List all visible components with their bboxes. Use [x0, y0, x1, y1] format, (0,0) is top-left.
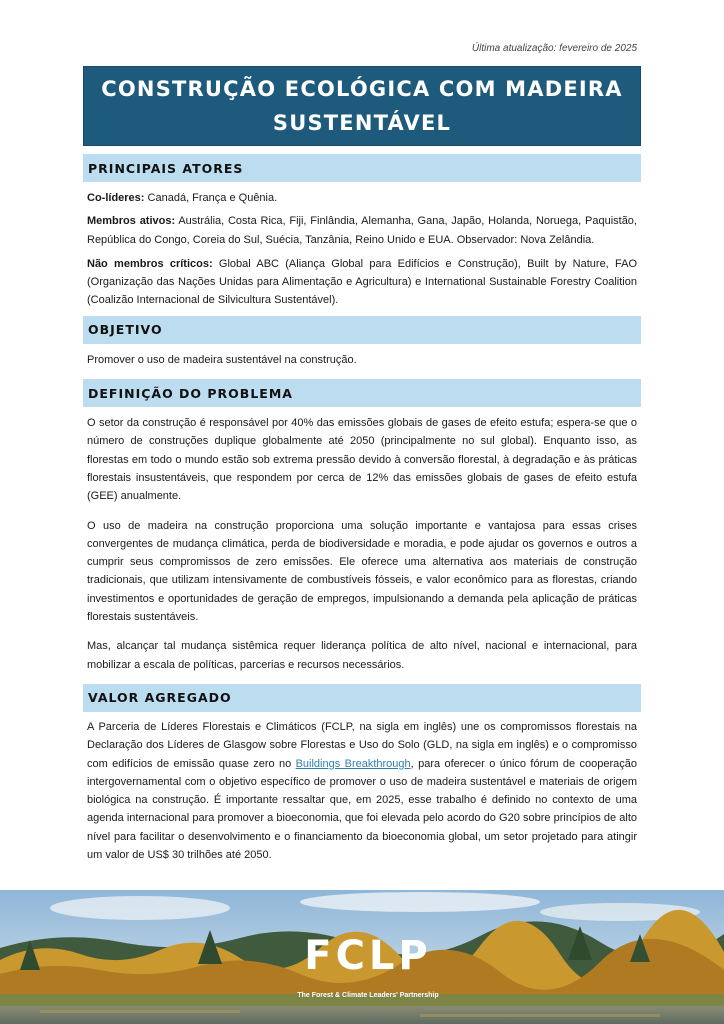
- text-nao-membros: Global ABC (Aliança Global para Edifícios e Construção), Built by Nature, FAO (Organização das Nações Unidas para Alimentação e Agricultura) e International Sustainable Forestry Coalition (Coalizão Internacional de Silvicultura Sustentável).: [87, 257, 638, 307]
- paragraph-nao-membros: [83, 255, 641, 310]
- label-co-lideres: Co-líderes:: [87, 192, 145, 204]
- page-title-line-1: CONSTRUÇÃO ECOLÓGICA COM MADEIRA: [101, 77, 623, 101]
- section-heading-objetivo: OBJETIVO: [83, 316, 641, 344]
- text-membros-ativos: Austrália, Costa Rica, Fiji, Finlândia, Alemanha, Gana, Japão, Holanda, Noruega, Paquistão, República do Congo, Coreia do Sul, Suécia, Tanzânia, Reino Unido e EUA. Observador: Nova Zelândia.: [87, 215, 637, 246]
- fclp-logo: [288, 933, 448, 999]
- last-update-date: Última atualização: fevereiro de 2025: [471, 43, 637, 54]
- paragraph-membros-ativos: [83, 212, 641, 249]
- section-heading-definicao-problema: DEFINIÇÃO DO PROBLEMA: [83, 379, 641, 407]
- section-heading-principais-atores: PRINCIPAIS ATORES: [83, 154, 641, 182]
- text-co-lideres: Canadá, França e Quênia.: [147, 192, 278, 204]
- paragraph-problema-2: O uso de madeira na construção proporciona uma solução importante e vantajosa para essas crises convergentes de mudança climática, perda de biodiversidade e moradia, e pode ajudar os governos e outros a cumprir seus compromissos de zero emissões. Ele oferece uma alternativa aos materiais de construção tradicionais, que utilizam intensivamente de combustíveis fósseis, e valor econômico para as florestas, criando investimentos e oportunidades de geração de empregos, impulsionando a demanda pela aplicação de práticas florestais sustentáveis.: [87, 519, 637, 624]
- label-membros-ativos: Membros ativos:: [87, 215, 176, 228]
- paragraph-valor-agregado: [83, 718, 641, 864]
- page-title-line-2: SUSTENTÁVEL: [272, 111, 452, 135]
- section-heading-valor-agregado: VALOR AGREGADO: [83, 684, 641, 712]
- text-valor-before-link: A Parceria de Líderes Florestais e Climáticos (FCLP, na sigla em inglês) une os compromissos florestais na Declaração dos Líderes de Glasgow sobre Florestas e Uso do Solo (GLD, na sigla em inglês) e o compromisso com edifícios de emissão quase zero no: [87, 720, 637, 770]
- paragraph-problema-3: Mas, alcançar tal mudança sistêmica requer liderança política de alto nível, nacional e internacional, para mobilizar a escala de políticas, parcerias e recursos necessários.: [87, 640, 637, 671]
- paragraph-co-lideres: [83, 189, 641, 207]
- page-title-banner: [83, 66, 641, 146]
- fclp-logo-wordmark: FCLP: [304, 933, 432, 979]
- label-nao-membros: Não membros críticos:: [87, 257, 213, 270]
- text-valor-after-link: , para oferecer o único fórum de cooperação intergovernamental com o objetivo específico de promover o uso de madeira sustentável e materiais de origem biológica na construção. É importante ressaltar que, em 2025, esse trabalho é definido no contexto de uma agenda internacional para promover a bioeconomia, que foi elevada pelo acordo do G20 sobre princípios de alto nível para facilitar o desenvolvimento e o financiamento da bioeconomia global, um setor projetado para atingir um valor de US$ 30 trilhões até 2050.: [87, 757, 637, 862]
- buildings-breakthrough-link[interactable]: Buildings Breakthrough: [295, 757, 411, 770]
- document-body: [83, 154, 641, 864]
- fclp-logo-tagline: The Forest & Climate Leaders' Partnership: [297, 992, 439, 999]
- paragraph-objetivo: Promover o uso de madeira sustentável na construção.: [87, 353, 357, 366]
- paragraph-problema-1: O setor da construção é responsável por 40% das emissões globais de gases de efeito estufa; espera-se que o número de construções duplique globalmente até 2050 (principalmente no sul global). Enquanto isso, as florestas em todo o mundo estão sob extrema pressão devido à conversão florestal, à degradação e às práticas florestais insustentáveis, que respondem por cerca de 12% das emissões globais de gases de efeito estufa (GEE) anualmente.: [87, 417, 637, 503]
